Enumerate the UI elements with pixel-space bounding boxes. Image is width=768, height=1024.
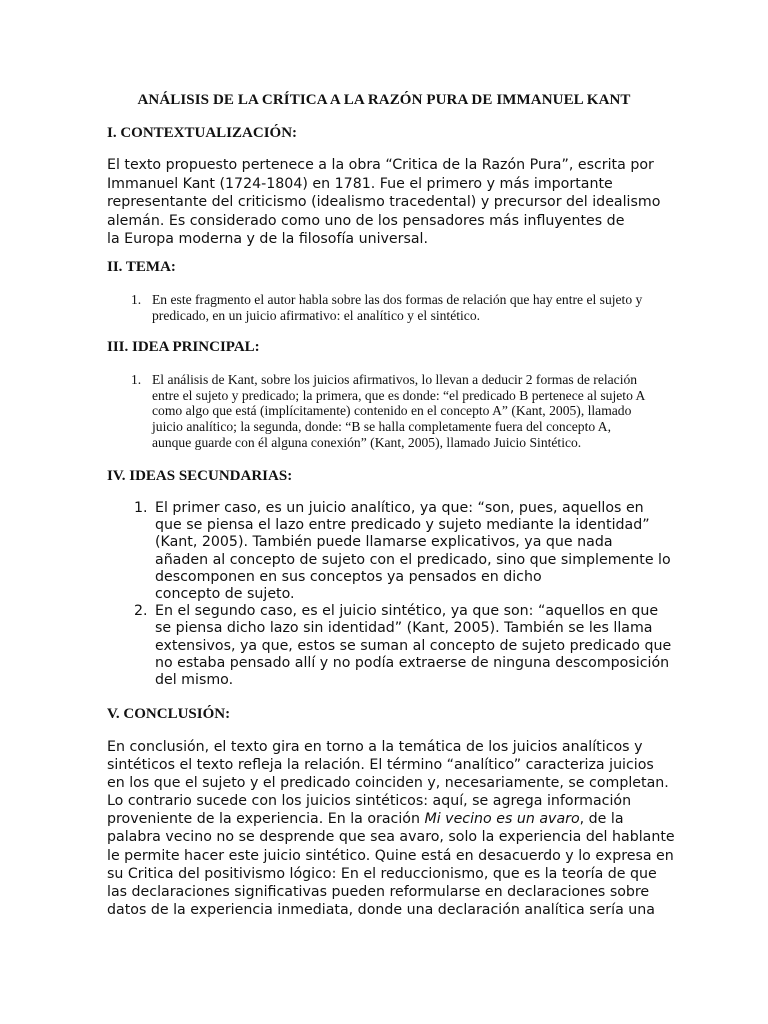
section-heading-tema: II. TEMA: bbox=[107, 259, 176, 275]
contextualizacion-paragraph bbox=[107, 156, 667, 249]
list-item-line: como algo que está (implícitamente) contenido en el concepto A” (Kant, 2005), llamado bbox=[152, 403, 632, 419]
list-item-line: El primer caso, es un juicio analítico, ya que: “son, pues, aquellos en bbox=[155, 500, 644, 516]
section-heading-idea-principal: III. IDEA PRINCIPAL: bbox=[107, 339, 260, 355]
list-item-number: 1. bbox=[131, 292, 142, 307]
paragraph-line: datos de la experiencia inmediata, donde una declaración analítica sería una bbox=[107, 901, 655, 918]
list-item-number: 1. bbox=[134, 500, 148, 516]
paragraph-line: la Europa moderna y de la filosofía universal. bbox=[107, 231, 429, 248]
paragraph-line: las declaraciones significativas pueden reformularse en declaraciones sobre bbox=[107, 883, 650, 900]
list-item-line: del mismo. bbox=[155, 672, 234, 689]
list-item bbox=[107, 292, 667, 323]
line-text: , de la bbox=[579, 811, 624, 828]
list-item-line: no estaba pensado allí y no podía extraerse de ninguna descomposición bbox=[155, 654, 670, 671]
paragraph-line: sintéticos el texto refleja la relación. El término “analítico” caracteriza juicios bbox=[107, 757, 654, 774]
paragraph-line: le permite hacer este juicio sintético. Quine está en desacuerdo y lo expresa en bbox=[107, 847, 674, 864]
list-item-line: que se piensa el lazo entre predicado y sujeto mediante la identidad” bbox=[155, 517, 650, 534]
list-item-line: En este fragmento el autor habla sobre las dos formas de relación que hay entre el sujeto y bbox=[152, 292, 643, 307]
paragraph-line: alemán. Es considerado como uno de los pensadores más influyentes de bbox=[107, 212, 625, 229]
list-item-line: extensivos, ya que, estos se suman al concepto de sujeto predicado que bbox=[155, 637, 672, 654]
list-item-line: concepto de sujeto. bbox=[155, 586, 295, 603]
list-item bbox=[107, 603, 672, 689]
list-item bbox=[107, 372, 667, 451]
list-item-line: El análisis de Kant, sobre los juicios afirmativos, lo llevan a deducir 2 formas de relación bbox=[152, 372, 638, 387]
italic-example: Mi vecino es un avaro bbox=[424, 811, 580, 828]
ideas-secundarias-list bbox=[107, 500, 672, 689]
paragraph-line: representante del criticismo (idealismo tracedental) y precursor del idealismo bbox=[107, 194, 661, 211]
paragraph-line: En conclusión, el texto gira en torno a la temática de los juicios analíticos y bbox=[107, 739, 643, 755]
list-item-line: añaden al concepto de sujeto con el predicado, sino que simplemente lo bbox=[155, 551, 671, 568]
section-heading-contextualizacion: I. CONTEXTUALIZACIÓN: bbox=[107, 125, 298, 141]
list-item-line: (Kant, 2005). También puede llamarse explicativos, ya que nada bbox=[155, 534, 613, 551]
tema-list bbox=[107, 292, 667, 323]
list-item-number: 2. bbox=[134, 603, 148, 620]
document-title: ANÁLISIS DE LA CRÍTICA A LA RAZÓN PURA DE IMMANUEL KANT bbox=[137, 92, 631, 108]
paragraph-line: Lo contrario sucede con los juicios sintéticos: aquí, se agrega información bbox=[107, 793, 632, 810]
paragraph-line: Immanuel Kant (1724-1804) en 1781. Fue el primero y más importante bbox=[107, 175, 613, 192]
list-item-line: juicio analítico; la segunda, donde: “B se halla completamente fuera del concepto A, bbox=[152, 419, 612, 435]
list-item bbox=[107, 500, 671, 603]
paragraph-line: El texto propuesto pertenece a la obra “Critica de la Razón Pura”, escrita por bbox=[107, 157, 654, 173]
conclusion-paragraph bbox=[107, 738, 675, 919]
list-item-line: se piensa dicho lazo sin identidad” (Kant, 2005). También se les llama bbox=[155, 620, 653, 637]
section-heading-conclusion: V. CONCLUSIÓN: bbox=[107, 706, 231, 722]
paragraph-line bbox=[107, 810, 667, 828]
section-heading-ideas-secundarias: IV. IDEAS SECUNDARIAS: bbox=[107, 468, 293, 484]
list-item-number: 1. bbox=[131, 372, 142, 387]
line-text: proveniente de la experiencia. En la oración bbox=[107, 811, 425, 828]
list-item-line: descomponen en sus conceptos ya pensados en dicho bbox=[155, 568, 542, 585]
list-item-line: En el segundo caso, es el juicio sintético, ya que son: “aquellos en que bbox=[155, 603, 659, 620]
paragraph-line: palabra vecino no se desprende que sea avaro, solo la experiencia del hablante bbox=[107, 829, 675, 846]
paragraph-line: en los que el sujeto y el predicado coinciden y, necesariamente, se completan. bbox=[107, 775, 669, 792]
list-item-line: predicado, en un juicio afirmativo: el analítico y el sintético. bbox=[152, 307, 481, 323]
list-item-line: aunque guarde con él alguna conexión” (Kant, 2005), llamado Juicio Sintético. bbox=[152, 434, 582, 450]
idea-principal-list bbox=[107, 372, 667, 451]
paragraph-line: su Critica del positivismo lógico: En el reduccionismo, que es la teoría de que bbox=[107, 865, 657, 882]
list-item-line: entre el sujeto y predicado; la primera, que es donde: “el predicado B pertenece al sujeto A bbox=[152, 387, 646, 403]
